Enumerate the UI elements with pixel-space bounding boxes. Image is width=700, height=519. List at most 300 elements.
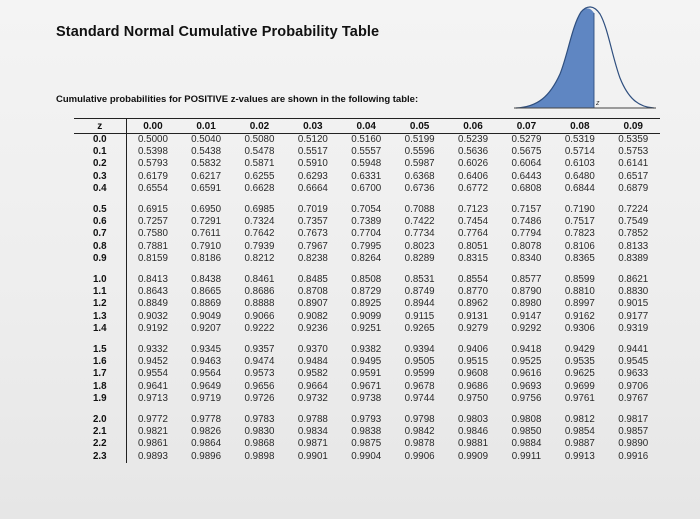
- z-value-cell: 1.8: [74, 381, 126, 393]
- probability-cell: 0.9671: [351, 380, 382, 392]
- probability-cell: 0.9251: [351, 322, 382, 334]
- spacer-cell: [286, 335, 339, 344]
- table-caption: Cumulative probabilities for POSITIVE z-values are shown in the following table:: [56, 94, 419, 105]
- group-spacer: [74, 195, 660, 204]
- probability-cell: 0.9916: [618, 450, 649, 462]
- probability-cell: 0.9887: [564, 438, 595, 450]
- spacer-cell: [179, 195, 232, 204]
- z-value-cell: 0.6: [74, 216, 126, 228]
- probability-cell: 0.9732: [297, 392, 328, 404]
- probability-cell: 0.5080: [244, 134, 275, 145]
- z-value-cell: 0.0: [74, 134, 126, 147]
- probability-cell: 0.9788: [297, 414, 328, 426]
- table-row: [74, 228, 660, 240]
- probability-cell: 0.8599: [564, 274, 595, 286]
- spacer-cell: [179, 405, 232, 414]
- normal-curve-figure: [508, 4, 658, 116]
- probability-cell: 0.9656: [244, 380, 275, 392]
- probability-cell: 0.6736: [404, 182, 435, 194]
- probability-cell: 0.7019: [297, 204, 328, 216]
- probability-cell: 0.9842: [404, 426, 435, 438]
- probability-cell: 0.8554: [458, 274, 489, 286]
- probability-cell: 0.7549: [618, 216, 649, 228]
- probability-cell: 0.7673: [297, 228, 328, 240]
- probability-cell: 0.9817: [618, 414, 649, 426]
- probability-cell: 0.9641: [137, 380, 168, 392]
- probability-cell: 0.9429: [564, 344, 595, 356]
- table-row: [74, 426, 660, 438]
- probability-cell: 0.5120: [297, 134, 328, 145]
- probability-cell: 0.8485: [297, 274, 328, 286]
- probability-cell: 0.9838: [351, 426, 382, 438]
- probability-cell: 0.7910: [191, 240, 222, 252]
- spacer-cell: [74, 195, 126, 204]
- column-header: 0.06: [446, 119, 499, 134]
- table-row: [74, 356, 660, 368]
- z-value-cell: 1.7: [74, 368, 126, 380]
- z-value-cell: 0.9: [74, 253, 126, 265]
- probability-cell: 0.8413: [137, 274, 168, 286]
- probability-cell: 0.8238: [297, 252, 328, 264]
- probability-cell: 0.9279: [458, 322, 489, 334]
- table-row: [74, 253, 660, 265]
- probability-cell: 0.6985: [244, 204, 275, 216]
- probability-cell: 0.9441: [618, 344, 649, 356]
- probability-cell: 0.8810: [564, 286, 595, 298]
- spacer-cell: [340, 195, 393, 204]
- probability-cell: 0.9726: [244, 392, 275, 404]
- probability-cell: 0.8749: [404, 286, 435, 298]
- probability-cell: 0.5517: [297, 146, 328, 158]
- probability-cell: 0.7088: [404, 204, 435, 216]
- spacer-cell: [500, 195, 553, 204]
- probability-cell: 0.9564: [191, 368, 222, 380]
- probability-cell: 0.9382: [351, 344, 382, 356]
- probability-cell: 0.6808: [511, 182, 542, 194]
- probability-cell: 0.5279: [511, 134, 542, 145]
- table-row: [74, 204, 660, 216]
- probability-cell: 0.9015: [618, 298, 649, 310]
- spacer-cell: [446, 265, 499, 274]
- probability-cell: 0.9222: [244, 322, 275, 334]
- probability-cell: 0.5596: [404, 146, 435, 158]
- probability-cell: 0.8925: [351, 298, 382, 310]
- probability-cell: 0.9357: [244, 344, 275, 356]
- probability-cell: 0.6217: [191, 170, 222, 182]
- probability-cell: 0.7157: [511, 204, 542, 216]
- probability-cell: 0.6772: [458, 182, 489, 194]
- probability-cell: 0.7389: [351, 216, 382, 228]
- probability-cell: 0.9909: [458, 450, 489, 462]
- probability-cell: 0.9608: [458, 368, 489, 380]
- probability-cell: 0.6591: [191, 182, 222, 194]
- probability-cell: 0.7823: [564, 228, 595, 240]
- probability-cell: 0.9265: [404, 322, 435, 334]
- spacer-cell: [393, 405, 446, 414]
- probability-cell: 0.9418: [511, 344, 542, 356]
- probability-cell: 0.9115: [405, 310, 435, 322]
- probability-cell: 0.9803: [458, 414, 489, 426]
- probability-cell: 0.7486: [511, 216, 542, 228]
- z-value-cell: 0.1: [74, 146, 126, 158]
- probability-cell: 0.9678: [404, 380, 435, 392]
- probability-cell: 0.5239: [458, 134, 489, 145]
- probability-cell: 0.9306: [564, 322, 595, 334]
- probability-cell: 0.5753: [618, 146, 649, 158]
- probability-cell: 0.7422: [404, 216, 435, 228]
- probability-cell: 0.9406: [458, 344, 489, 356]
- probability-cell: 0.9884: [511, 438, 542, 450]
- probability-cell: 0.6255: [244, 170, 275, 182]
- probability-cell: 0.8531: [404, 274, 435, 286]
- probability-cell: 0.9099: [351, 310, 382, 322]
- spacer-cell: [393, 195, 446, 204]
- probability-cell: 0.7794: [511, 228, 542, 240]
- probability-cell: 0.6628: [244, 182, 275, 194]
- probability-cell: 0.8888: [244, 298, 275, 310]
- probability-cell: 0.9881: [458, 438, 489, 450]
- probability-cell: 0.7454: [458, 216, 489, 228]
- probability-cell: 0.9545: [618, 356, 649, 368]
- probability-cell: 0.6950: [191, 204, 222, 216]
- table-row: [74, 381, 660, 393]
- probability-cell: 0.8340: [511, 252, 542, 264]
- probability-cell: 0.9699: [564, 380, 595, 392]
- probability-cell: 0.8621: [618, 274, 649, 286]
- probability-cell: 0.9808: [511, 414, 542, 426]
- column-header-z: z: [74, 119, 126, 134]
- probability-cell: 0.8686: [244, 286, 275, 298]
- probability-cell: 0.6844: [564, 182, 595, 194]
- spacer-cell: [500, 405, 553, 414]
- probability-cell: 0.6915: [137, 204, 168, 216]
- probability-cell: 0.9686: [458, 380, 489, 392]
- probability-cell: 0.7257: [137, 216, 168, 228]
- spacer-cell: [126, 195, 179, 204]
- probability-cell: 0.6443: [511, 170, 542, 182]
- table-row: [74, 451, 660, 463]
- table-row: [74, 393, 660, 405]
- header-row: [74, 119, 660, 134]
- probability-cell: 0.9744: [404, 392, 435, 404]
- probability-cell: 0.5199: [404, 134, 435, 145]
- probability-cell: 0.7190: [564, 204, 595, 216]
- probability-cell: 0.9032: [137, 310, 168, 322]
- probability-cell: 0.8264: [351, 252, 382, 264]
- probability-cell: 0.8508: [351, 274, 382, 286]
- probability-cell: 0.9616: [511, 368, 542, 380]
- probability-cell: 0.5359: [618, 134, 649, 145]
- probability-cell: 0.9756: [511, 392, 542, 404]
- probability-cell: 0.9649: [191, 380, 222, 392]
- probability-cell: 0.9783: [244, 414, 275, 426]
- probability-cell: 0.7224: [618, 204, 649, 216]
- probability-cell: 0.8907: [297, 298, 328, 310]
- table-row: [74, 344, 660, 356]
- table-row: [74, 438, 660, 450]
- page-title: Standard Normal Cumulative Probability Table: [56, 24, 380, 40]
- probability-cell: 0.9633: [618, 368, 649, 380]
- z-axis-label: z: [596, 100, 600, 107]
- probability-cell: 0.8023: [404, 240, 435, 252]
- probability-cell: 0.9793: [351, 414, 382, 426]
- probability-cell: 0.9332: [137, 344, 168, 356]
- probability-cell: 0.5557: [351, 146, 382, 158]
- probability-cell: 0.7704: [351, 228, 382, 240]
- probability-cell: 0.8289: [404, 252, 435, 264]
- probability-cell: 0.5832: [191, 158, 222, 170]
- probability-cell: 0.9798: [404, 414, 435, 426]
- probability-cell: 0.7324: [244, 216, 275, 228]
- probability-cell: 0.8133: [618, 240, 649, 252]
- probability-cell: 0.8708: [297, 286, 328, 298]
- spacer-cell: [340, 405, 393, 414]
- table-row: [74, 183, 660, 195]
- probability-cell: 0.8790: [511, 286, 542, 298]
- spacer-cell: [233, 195, 286, 204]
- probability-cell: 0.9857: [618, 426, 649, 438]
- probability-cell: 0.9177: [618, 310, 649, 322]
- column-header: 0.04: [340, 119, 393, 134]
- probability-cell: 0.9207: [191, 322, 222, 334]
- probability-cell: 0.9131: [458, 310, 489, 322]
- probability-cell: 0.9878: [404, 438, 435, 450]
- probability-cell: 0.9826: [191, 426, 222, 438]
- probability-cell: 0.9495: [351, 356, 382, 368]
- spacer-cell: [446, 405, 499, 414]
- probability-cell: 0.5871: [244, 158, 275, 170]
- table-row: [74, 171, 660, 183]
- probability-cell: 0.9821: [137, 426, 168, 438]
- z-value-cell: 2.3: [74, 451, 126, 463]
- column-header: 0.03: [286, 119, 339, 134]
- probability-cell: 0.5000: [137, 134, 168, 145]
- spacer-cell: [607, 265, 660, 274]
- probability-cell: 0.9474: [244, 356, 275, 368]
- probability-cell: 0.8869: [191, 298, 222, 310]
- probability-cell: 0.9345: [191, 344, 222, 356]
- z-value-cell: 1.1: [74, 286, 126, 298]
- spacer-cell: [553, 335, 606, 344]
- probability-cell: 0.5636: [458, 146, 489, 158]
- probability-cell: 0.7764: [458, 228, 489, 240]
- table-row: [74, 216, 660, 228]
- probability-cell: 0.7734: [404, 228, 435, 240]
- table-row: [74, 241, 660, 253]
- probability-cell: 0.6368: [404, 170, 435, 182]
- probability-cell: 0.6293: [297, 170, 328, 182]
- probability-cell: 0.7054: [351, 204, 382, 216]
- probability-cell: 0.6480: [564, 170, 595, 182]
- probability-cell: 0.5675: [511, 146, 542, 158]
- z-value-cell: 1.5: [74, 344, 126, 356]
- probability-cell: 0.9901: [297, 450, 328, 462]
- z-value-cell: 1.6: [74, 356, 126, 368]
- probability-cell: 0.9772: [137, 414, 168, 426]
- probability-cell: 0.9236: [297, 322, 328, 334]
- spacer-cell: [286, 405, 339, 414]
- table-row: [74, 311, 660, 323]
- group-spacer: [74, 405, 660, 414]
- probability-cell: 0.8159: [137, 252, 168, 264]
- probability-cell: 0.8078: [511, 240, 542, 252]
- probability-cell: 0.6103: [564, 158, 595, 170]
- probability-cell: 0.6141: [618, 158, 649, 170]
- probability-cell: 0.6406: [458, 170, 489, 182]
- spacer-cell: [74, 265, 126, 274]
- probability-cell: 0.9049: [191, 310, 222, 322]
- probability-cell: 0.8577: [511, 274, 542, 286]
- probability-cell: 0.9861: [137, 438, 168, 450]
- table-row: [74, 414, 660, 426]
- spacer-cell: [607, 195, 660, 204]
- spacer-cell: [393, 265, 446, 274]
- probability-cell: 0.7995: [351, 240, 382, 252]
- probability-cell: 0.8212: [244, 252, 275, 264]
- z-value-cell: 1.3: [74, 311, 126, 323]
- probability-cell: 0.9370: [297, 344, 328, 356]
- column-header: 0.00: [126, 119, 179, 134]
- probability-cell: 0.7123: [458, 204, 489, 216]
- probability-cell: 0.9846: [458, 426, 489, 438]
- probability-cell: 0.6664: [297, 182, 328, 194]
- probability-cell: 0.9554: [137, 368, 168, 380]
- z-value-cell: 2.0: [74, 414, 126, 426]
- table-row: [74, 274, 660, 286]
- z-value-cell: 2.1: [74, 426, 126, 438]
- table-row: [74, 368, 660, 380]
- probability-cell: 0.9599: [404, 368, 435, 380]
- probability-cell: 0.9192: [137, 322, 168, 334]
- probability-cell: 0.8315: [458, 252, 489, 264]
- probability-cell: 0.7852: [618, 228, 649, 240]
- probability-cell: 0.9535: [564, 356, 595, 368]
- z-value-cell: 2.2: [74, 438, 126, 450]
- probability-cell: 0.5910: [297, 158, 328, 170]
- probability-cell: 0.7967: [297, 240, 328, 252]
- probability-cell: 0.9850: [511, 426, 542, 438]
- probability-cell: 0.5438: [191, 146, 222, 158]
- spacer-cell: [74, 335, 126, 344]
- probability-cell: 0.9761: [564, 392, 595, 404]
- spacer-cell: [553, 405, 606, 414]
- probability-cell: 0.8438: [191, 274, 222, 286]
- probability-cell: 0.9162: [564, 310, 595, 322]
- probability-cell: 0.9066: [244, 310, 275, 322]
- probability-cell: 0.9664: [297, 380, 328, 392]
- spacer-cell: [553, 195, 606, 204]
- table-row: [74, 286, 660, 298]
- probability-cell: 0.9515: [458, 356, 489, 368]
- table-row: [74, 146, 660, 158]
- probability-cell: 0.9778: [191, 414, 222, 426]
- spacer-cell: [500, 335, 553, 344]
- probability-cell: 0.8051: [458, 240, 489, 252]
- probability-cell: 0.8980: [511, 298, 542, 310]
- table-row: [74, 298, 660, 310]
- probability-cell: 0.9896: [191, 450, 222, 462]
- z-value-cell: 0.4: [74, 183, 126, 195]
- z-value-cell: 1.9: [74, 393, 126, 405]
- probability-cell: 0.9625: [564, 368, 595, 380]
- probability-cell: 0.6179: [137, 170, 168, 182]
- probability-cell: 0.6700: [351, 182, 382, 194]
- probability-cell: 0.8461: [244, 274, 275, 286]
- table-row: [74, 158, 660, 170]
- probability-cell: 0.8665: [191, 286, 222, 298]
- probability-cell: 0.7939: [244, 240, 275, 252]
- probability-cell: 0.8106: [564, 240, 595, 252]
- probability-cell: 0.9147: [511, 310, 542, 322]
- probability-cell: 0.9854: [564, 426, 595, 438]
- probability-cell: 0.9591: [351, 368, 382, 380]
- spacer-cell: [607, 405, 660, 414]
- column-header: 0.07: [500, 119, 553, 134]
- column-header: 0.08: [553, 119, 606, 134]
- probability-cell: 0.9573: [244, 368, 275, 380]
- probability-cell: 0.9830: [244, 426, 275, 438]
- spacer-cell: [74, 405, 126, 414]
- probability-cell: 0.9893: [137, 450, 168, 462]
- spacer-cell: [340, 265, 393, 274]
- spacer-cell: [500, 265, 553, 274]
- probability-cell: 0.9693: [511, 380, 542, 392]
- probability-cell: 0.9913: [564, 450, 595, 462]
- probability-cell: 0.9082: [297, 310, 328, 322]
- z-table: [74, 118, 660, 463]
- spacer-cell: [340, 335, 393, 344]
- probability-cell: 0.8770: [458, 286, 489, 298]
- probability-cell: 0.9767: [618, 392, 649, 404]
- probability-cell: 0.8849: [137, 298, 168, 310]
- probability-cell: 0.5160: [351, 134, 382, 145]
- probability-cell: 0.7580: [137, 228, 168, 240]
- probability-cell: 0.9719: [191, 392, 222, 404]
- probability-cell: 0.9868: [244, 438, 275, 450]
- probability-cell: 0.5948: [351, 158, 382, 170]
- probability-cell: 0.5398: [137, 146, 168, 158]
- spacer-cell: [179, 265, 232, 274]
- probability-cell: 0.9875: [351, 438, 382, 450]
- spacer-cell: [233, 405, 286, 414]
- probability-cell: 0.9582: [297, 368, 328, 380]
- probability-cell: 0.9484: [297, 356, 328, 368]
- spacer-cell: [233, 335, 286, 344]
- probability-cell: 0.9292: [511, 322, 542, 334]
- probability-cell: 0.6517: [618, 170, 649, 182]
- probability-table: [74, 118, 660, 463]
- z-value-cell: 0.8: [74, 241, 126, 253]
- probability-cell: 0.9713: [137, 392, 168, 404]
- probability-cell: 0.8643: [137, 286, 168, 298]
- probability-cell: 0.7291: [191, 216, 222, 228]
- probability-cell: 0.9812: [564, 414, 595, 426]
- probability-cell: 0.9898: [244, 450, 275, 462]
- probability-cell: 0.9505: [404, 356, 435, 368]
- z-value-cell: 0.5: [74, 204, 126, 216]
- spacer-cell: [286, 265, 339, 274]
- probability-cell: 0.6026: [458, 158, 489, 170]
- probability-cell: 0.9834: [297, 426, 328, 438]
- column-header: 0.09: [607, 119, 660, 134]
- group-spacer: [74, 265, 660, 274]
- probability-cell: 0.9750: [458, 392, 489, 404]
- probability-cell: 0.9706: [618, 380, 649, 392]
- probability-cell: 0.7881: [137, 240, 168, 252]
- probability-cell: 0.5040: [191, 134, 222, 145]
- table-row: [74, 323, 660, 335]
- probability-cell: 0.8365: [564, 252, 595, 264]
